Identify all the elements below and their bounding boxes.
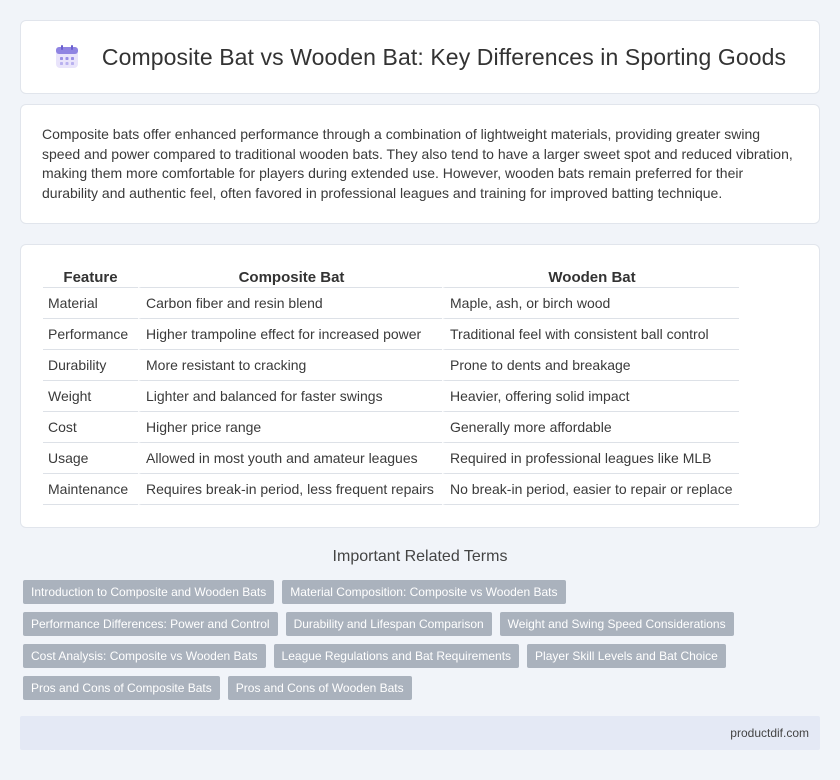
- composite-cell: More resistant to cracking: [138, 350, 442, 381]
- feature-cell: Durability: [43, 350, 138, 381]
- intro-text: Composite bats offer enhanced performance through a combination of lightweight materials, providing greater swing speed and power compared to traditional wooden bats. They also tend to have a larger sweet spot and reduced vibration, making them more comfortable for players during extended use. However, wooden bats remain preferred for their durability and authentic feel, often favored in professional leagues and training for improved batting technique.: [42, 126, 793, 201]
- related-terms-tags: [23, 580, 803, 700]
- comparison-table-card: [20, 244, 820, 528]
- wooden-cell: No break-in period, easier to repair or replace: [442, 474, 739, 505]
- header-feature: Feature: [43, 265, 138, 288]
- composite-cell: Carbon fiber and resin blend: [138, 288, 442, 319]
- table-row: [43, 474, 739, 505]
- feature-cell: Maintenance: [43, 474, 138, 505]
- related-term-tag[interactable]: Introduction to Composite and Wooden Bats: [23, 580, 274, 604]
- table-row: [43, 350, 739, 381]
- related-term-tag[interactable]: League Regulations and Bat Requirements: [274, 644, 520, 668]
- header: [20, 20, 820, 94]
- composite-cell: Lighter and balanced for faster swings: [138, 381, 442, 412]
- wooden-cell: Traditional feel with consistent ball control: [442, 319, 739, 350]
- related-term-tag[interactable]: Pros and Cons of Wooden Bats: [228, 676, 412, 700]
- table-header-row: [43, 265, 739, 288]
- related-terms-title: Important Related Terms: [332, 548, 508, 565]
- related-term-tag[interactable]: Performance Differences: Power and Control: [23, 612, 278, 636]
- feature-cell: Material: [43, 288, 138, 319]
- table-row: [43, 288, 739, 319]
- wooden-cell: Generally more affordable: [442, 412, 739, 443]
- related-term-tag[interactable]: Weight and Swing Speed Considerations: [500, 612, 734, 636]
- feature-cell: Cost: [43, 412, 138, 443]
- composite-cell: Requires break-in period, less frequent repairs: [138, 474, 442, 505]
- composite-cell: Allowed in most youth and amateur leagues: [138, 443, 442, 474]
- table-row: [43, 412, 739, 443]
- header-wooden-bat: Wooden Bat: [442, 265, 739, 288]
- feature-cell: Performance: [43, 319, 138, 350]
- composite-cell: Higher price range: [138, 412, 442, 443]
- wooden-cell: Maple, ash, or birch wood: [442, 288, 739, 319]
- related-term-tag[interactable]: Material Composition: Composite vs Wooden Bats: [282, 580, 565, 604]
- related-term-tag[interactable]: Pros and Cons of Composite Bats: [23, 676, 220, 700]
- intro-card: [20, 104, 820, 224]
- related-term-tag[interactable]: Player Skill Levels and Bat Choice: [527, 644, 726, 668]
- feature-cell: Usage: [43, 443, 138, 474]
- comparison-table: [43, 265, 739, 505]
- related-term-tag[interactable]: Durability and Lifespan Comparison: [286, 612, 492, 636]
- table-row: [43, 443, 739, 474]
- related-term-tag[interactable]: Cost Analysis: Composite vs Wooden Bats: [23, 644, 266, 668]
- calendar-icon: [54, 44, 80, 70]
- table-row: [43, 381, 739, 412]
- wooden-cell: Required in professional leagues like MLB: [442, 443, 739, 474]
- feature-cell: Weight: [43, 381, 138, 412]
- table-row: [43, 319, 739, 350]
- wooden-cell: Prone to dents and breakage: [442, 350, 739, 381]
- footer-site-link[interactable]: productdif.com: [730, 726, 809, 740]
- page-title: Composite Bat vs Wooden Bat: Key Differences in Sporting Goods: [101, 43, 787, 70]
- footer: [20, 716, 820, 750]
- header-composite-bat: Composite Bat: [138, 265, 442, 288]
- composite-cell: Higher trampoline effect for increased power: [138, 319, 442, 350]
- wooden-cell: Heavier, offering solid impact: [442, 381, 739, 412]
